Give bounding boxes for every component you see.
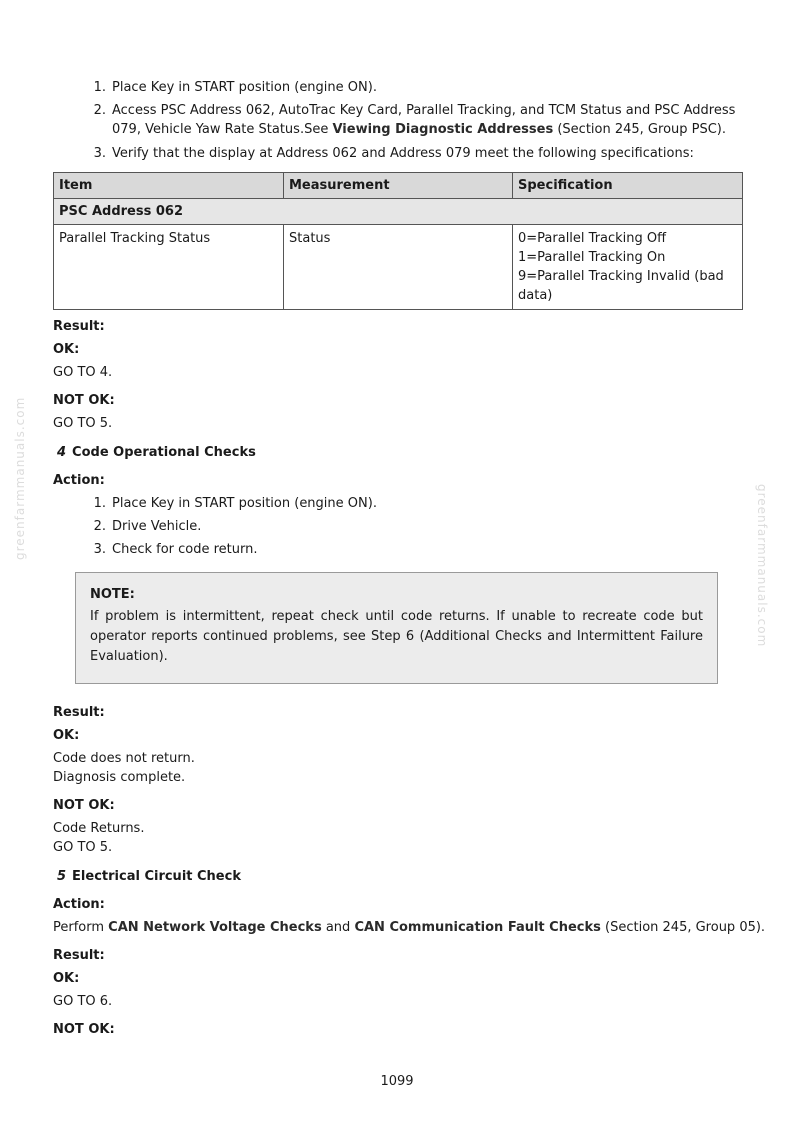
table-group-label: PSC Address 062 — [54, 199, 743, 225]
step-text: Place Key in START position (engine ON). — [112, 496, 377, 511]
not-ok-label: NOT OK: — [53, 393, 115, 408]
ok-text: GO TO 4. — [53, 365, 113, 380]
page-number: 1099 — [380, 1074, 414, 1089]
not-ok-label: NOT OK: — [53, 798, 115, 813]
not-ok-label: NOT OK: — [53, 1022, 115, 1037]
table-header-specification: Specification — [513, 173, 743, 199]
ok-label: OK: — [53, 342, 80, 357]
table-header-row — [54, 173, 743, 199]
step-text-part: (Section 245, Group PSC). — [553, 122, 727, 137]
section-heading-4 — [57, 443, 256, 462]
not-ok-text: Code Returns. — [53, 821, 145, 836]
spec-line: 0=Parallel Tracking Off — [518, 231, 667, 246]
ok-text: Diagnosis complete. — [53, 770, 186, 785]
result-label: Result: — [53, 705, 105, 720]
section-title: Electrical Circuit Check — [72, 869, 241, 884]
section-number: 4 — [57, 445, 67, 460]
action-text-part: (Section 245, Group 05). — [600, 920, 766, 935]
action-text — [53, 918, 765, 937]
action-text-part: and — [321, 920, 355, 935]
table-cell-item: Parallel Tracking Status — [54, 225, 284, 310]
watermark-left: greenfarmmanuals.com — [13, 396, 27, 560]
step-text: Verify that the display at Address 062 and Address 079 meet the following specifications: — [112, 146, 694, 161]
step-text: Place Key in START position (engine ON). — [112, 80, 377, 95]
step-number: 3. — [93, 542, 106, 557]
action-text-part: Perform — [53, 920, 109, 935]
can-communication-fault-checks-link[interactable]: CAN Communication Fault Checks — [354, 920, 601, 935]
action-label: Action: — [53, 897, 105, 912]
note-body: If problem is intermittent, repeat check until code returns. If unable to recreate code but operator reports continued problems, see Step 6 (Additional Checks and Intermittent Failure Evaluation). — [90, 609, 703, 664]
step-text-part: 079, Vehicle Yaw Rate Status.See — [112, 122, 333, 137]
ok-text: Code does not return. — [53, 751, 195, 766]
step-number: 1. — [93, 80, 106, 95]
watermark-right: greenfarmmanuals.com — [755, 484, 769, 648]
section-title: Code Operational Checks — [72, 445, 256, 460]
ok-text: GO TO 6. — [53, 994, 113, 1009]
table-cell-measurement: Status — [284, 225, 513, 310]
table-cell-specification — [513, 225, 743, 310]
step-number: 1. — [93, 496, 106, 511]
spec-line: 9=Parallel Tracking Invalid (bad — [518, 269, 724, 284]
result-label: Result: — [53, 948, 105, 963]
ok-label: OK: — [53, 728, 80, 743]
action-label: Action: — [53, 473, 105, 488]
spec-line: data) — [518, 288, 553, 303]
result-label: Result: — [53, 319, 105, 334]
viewing-diagnostic-addresses-link[interactable]: Viewing Diagnostic Addresses — [332, 122, 554, 137]
table-header-item: Item — [54, 173, 284, 199]
can-network-voltage-checks-link[interactable]: CAN Network Voltage Checks — [108, 920, 322, 935]
note-title: NOTE: — [90, 587, 135, 602]
step-number: 2. — [93, 519, 106, 534]
ok-label: OK: — [53, 971, 80, 986]
step-text-continued — [112, 120, 726, 139]
step-text: Access PSC Address 062, AutoTrac Key Card, Parallel Tracking, and TCM Status and PSC Address — [112, 103, 736, 118]
not-ok-text: GO TO 5. — [53, 840, 113, 855]
specification-table — [53, 172, 743, 310]
note-box — [75, 572, 718, 684]
step-text: Check for code return. — [112, 542, 258, 557]
spec-line: 1=Parallel Tracking On — [518, 250, 666, 265]
step-text: Drive Vehicle. — [112, 519, 202, 534]
table-header-measurement: Measurement — [284, 173, 513, 199]
not-ok-text: GO TO 5. — [53, 416, 113, 431]
table-group-row — [54, 199, 743, 225]
section-number: 5 — [57, 869, 67, 884]
section-heading-5 — [57, 867, 241, 886]
step-number: 2. — [93, 103, 106, 118]
table-row — [54, 225, 743, 310]
step-number: 3. — [93, 146, 106, 161]
